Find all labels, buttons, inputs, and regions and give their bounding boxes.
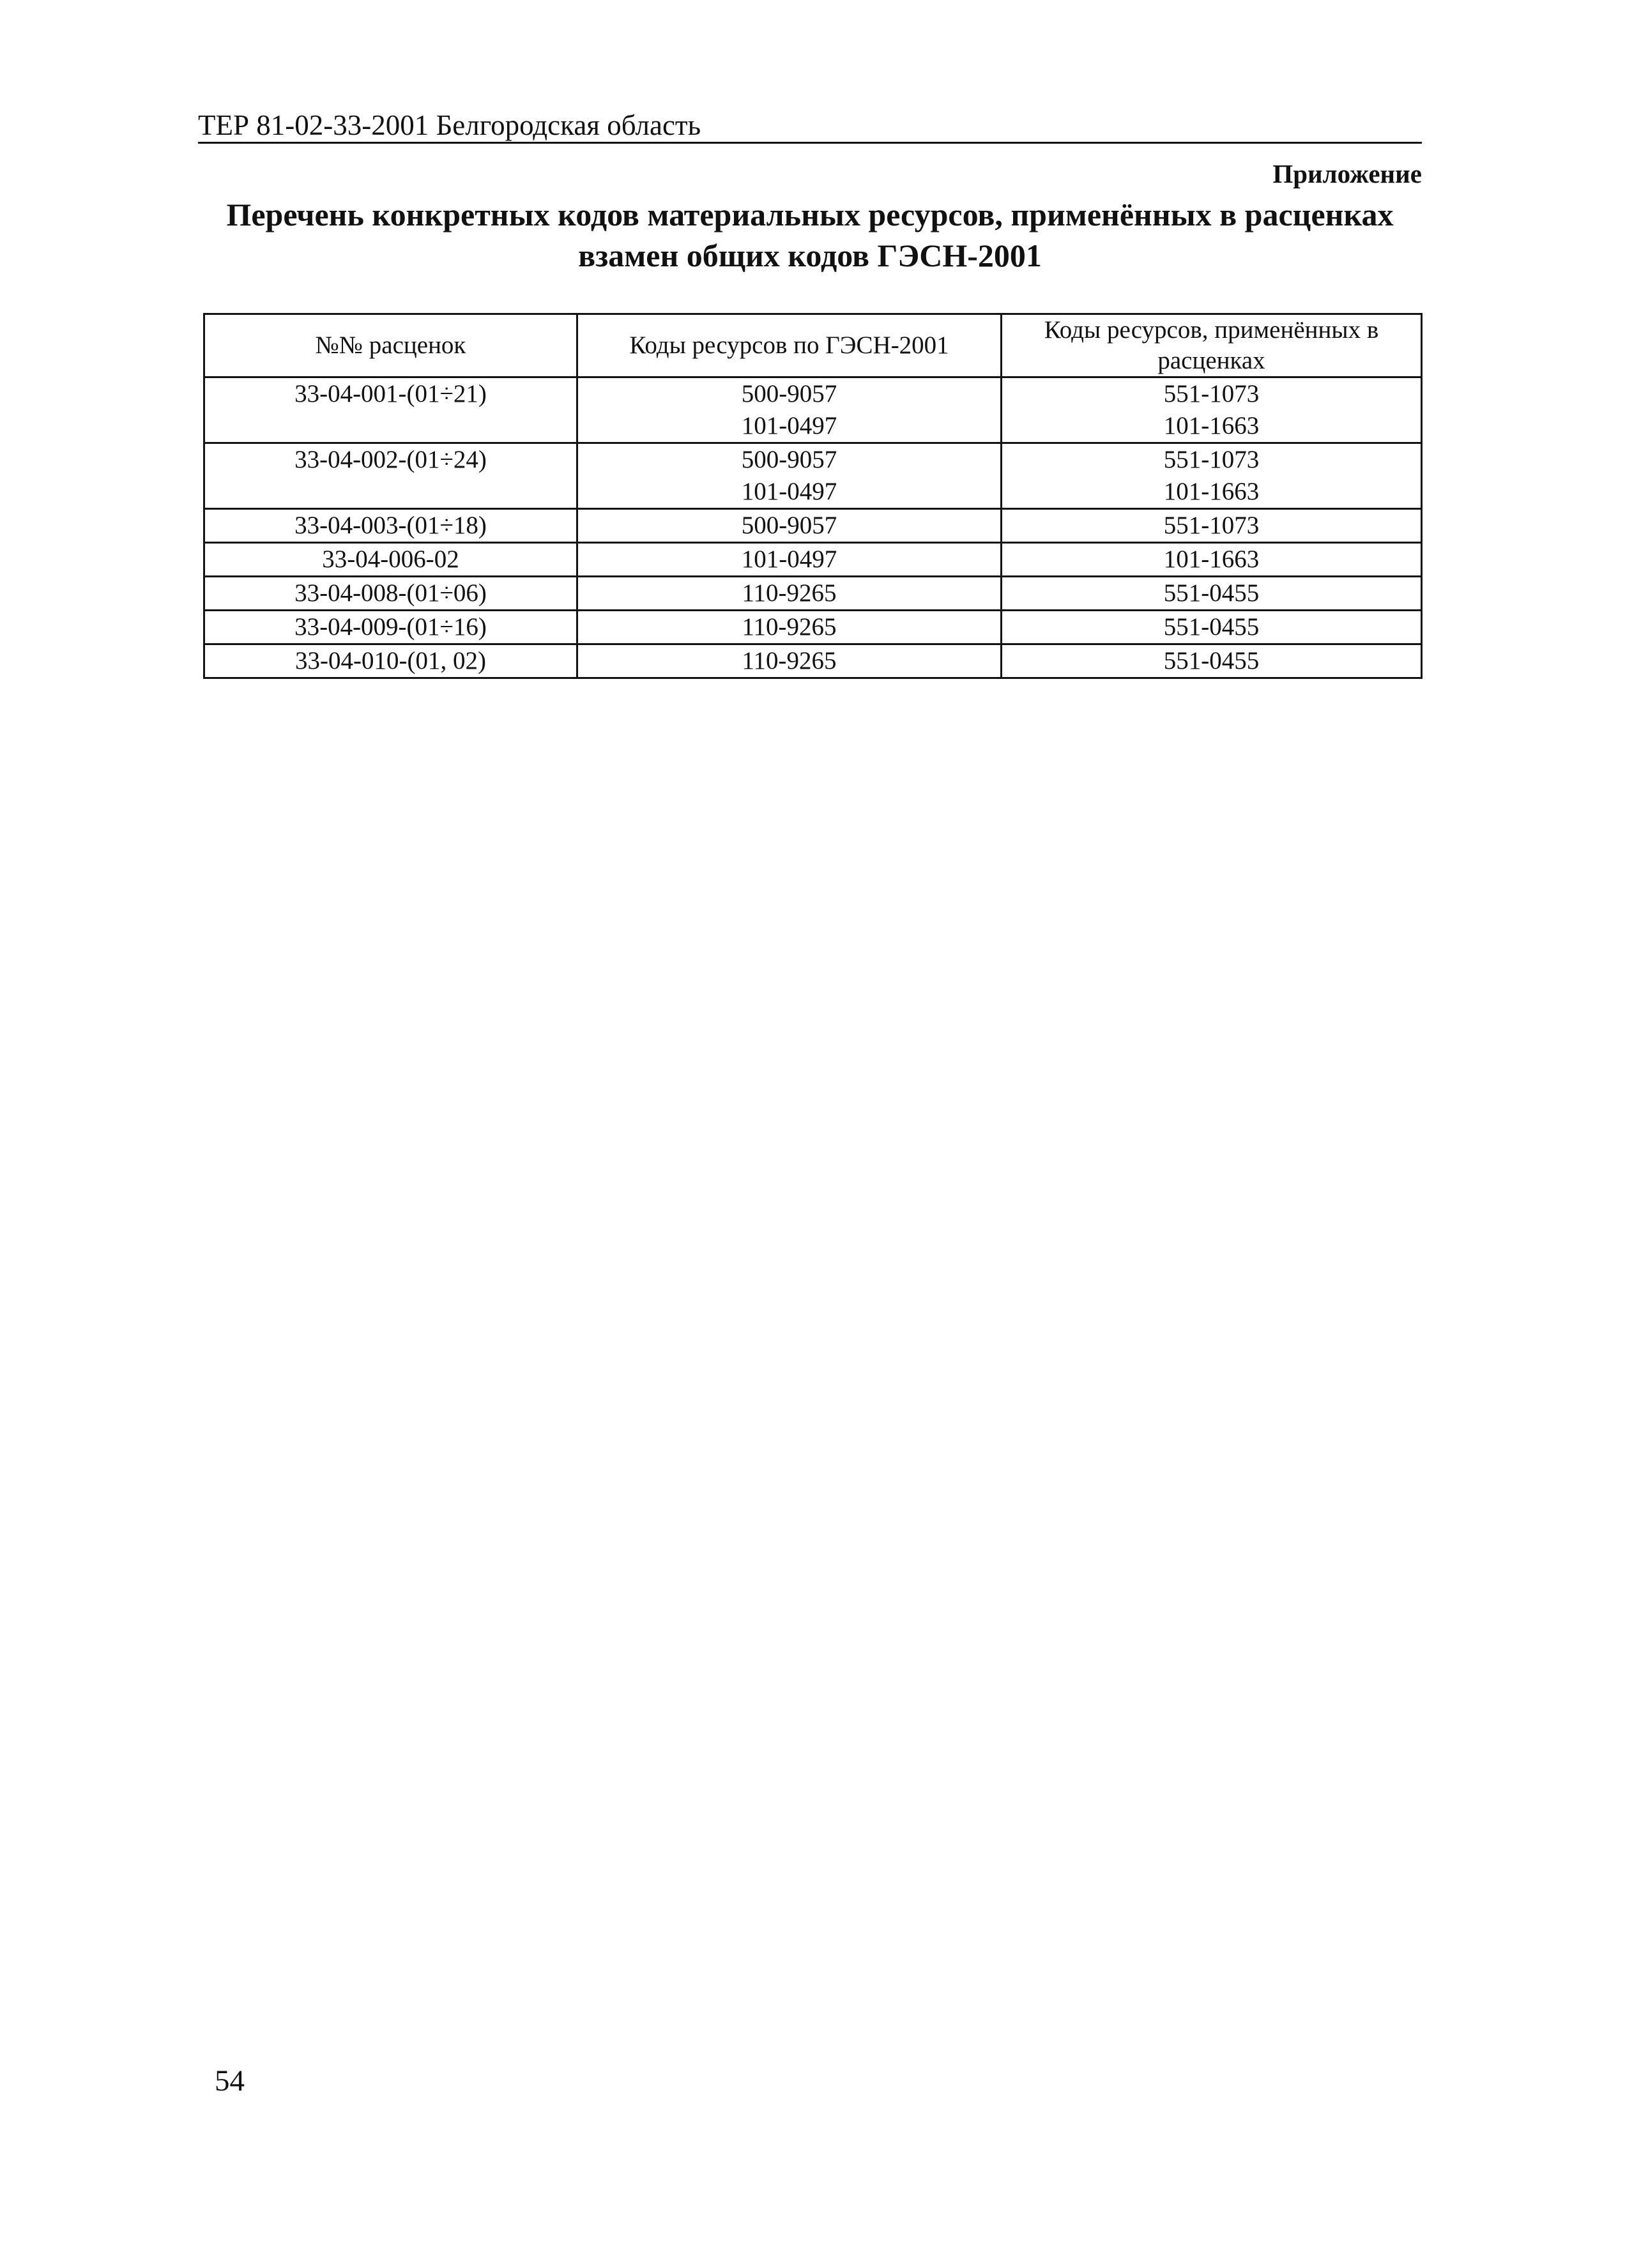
cell-applied-codes	[1002, 543, 1422, 577]
applied-code-text: 551-1073	[1163, 446, 1260, 473]
cell-rate-number	[204, 509, 577, 543]
table-row	[204, 577, 1422, 611]
cell-gesn-codes	[577, 611, 1002, 644]
cell-rate-number	[204, 611, 577, 644]
cell-rate-number	[204, 644, 577, 678]
gesn-code-text: 101-0497	[741, 412, 837, 439]
column-header-applied-codes	[1002, 314, 1422, 377]
table-row	[204, 509, 1422, 543]
cell-gesn-codes	[577, 443, 1002, 509]
cell-applied-codes	[1002, 509, 1422, 543]
column-header-gesn-codes: Коды ресурсов по ГЭСН-2001	[577, 314, 1002, 377]
document-title-line-2: взамен общих кодов ГЭСН-2001	[578, 238, 1042, 273]
cell-gesn-codes	[577, 377, 1002, 443]
cell-rate-number	[204, 543, 577, 577]
cell-applied-codes	[1002, 644, 1422, 678]
running-header: ТЕР 81-02-33-2001 Белгородская область	[198, 109, 701, 141]
cell-applied-codes	[1002, 611, 1422, 644]
gesn-code-text: 110-9265	[742, 579, 837, 607]
gesn-code-text: 500-9057	[741, 380, 837, 407]
document-title	[198, 194, 1422, 276]
applied-code-text: 551-0455	[1163, 579, 1260, 607]
gesn-code-text: 110-9265	[742, 647, 837, 674]
resource-codes-table	[203, 313, 1423, 679]
appendix-label: Приложение	[1272, 159, 1422, 188]
column-header-applied-codes-text: Коды ресурсов, применённых в расценках	[1044, 316, 1379, 374]
page-number: 54	[215, 2064, 245, 2097]
applied-code-text: 101-1663	[1163, 412, 1260, 439]
applied-code-text: 551-0455	[1163, 647, 1260, 674]
header-divider	[198, 142, 1422, 144]
gesn-code-text: 110-9265	[742, 613, 837, 641]
applied-code-text: 551-1073	[1163, 380, 1260, 407]
cell-rate-number	[204, 377, 577, 443]
rate-number-text: 33-04-002-(01÷24)	[294, 446, 487, 473]
applied-code-text: 551-0455	[1163, 613, 1260, 641]
table-row	[204, 443, 1422, 509]
applied-code-text: 101-1663	[1163, 545, 1260, 573]
rate-number-text: 33-04-003-(01÷18)	[294, 512, 487, 539]
cell-rate-number	[204, 443, 577, 509]
rate-number-text: 33-04-009-(01÷16)	[294, 613, 487, 641]
gesn-code-text: 101-0497	[741, 478, 837, 505]
table-body	[204, 377, 1422, 678]
document-title-line-1: Перечень конкретных кодов материальных ресурсов, применённых в расценках	[226, 197, 1394, 232]
cell-applied-codes	[1002, 377, 1422, 443]
rate-number-text: 33-04-006-02	[322, 545, 459, 573]
table-row	[204, 377, 1422, 443]
rate-number-text: 33-04-008-(01÷06)	[294, 579, 487, 607]
cell-gesn-codes	[577, 644, 1002, 678]
rate-number-text: 33-04-001-(01÷21)	[294, 380, 487, 407]
gesn-code-text: 101-0497	[741, 545, 837, 573]
table-row	[204, 611, 1422, 644]
column-header-rate-number: №№ расценок	[204, 314, 577, 377]
cell-gesn-codes	[577, 543, 1002, 577]
applied-code-text: 101-1663	[1163, 478, 1260, 505]
gesn-code-text: 500-9057	[741, 446, 837, 473]
cell-applied-codes	[1002, 443, 1422, 509]
table-header-row	[204, 314, 1422, 377]
applied-code-text: 551-1073	[1163, 512, 1260, 539]
cell-gesn-codes	[577, 509, 1002, 543]
cell-rate-number	[204, 577, 577, 611]
table-row	[204, 644, 1422, 678]
table-row	[204, 543, 1422, 577]
rate-number-text: 33-04-010-(01, 02)	[295, 647, 486, 674]
cell-applied-codes	[1002, 577, 1422, 611]
gesn-code-text: 500-9057	[741, 512, 837, 539]
cell-gesn-codes	[577, 577, 1002, 611]
